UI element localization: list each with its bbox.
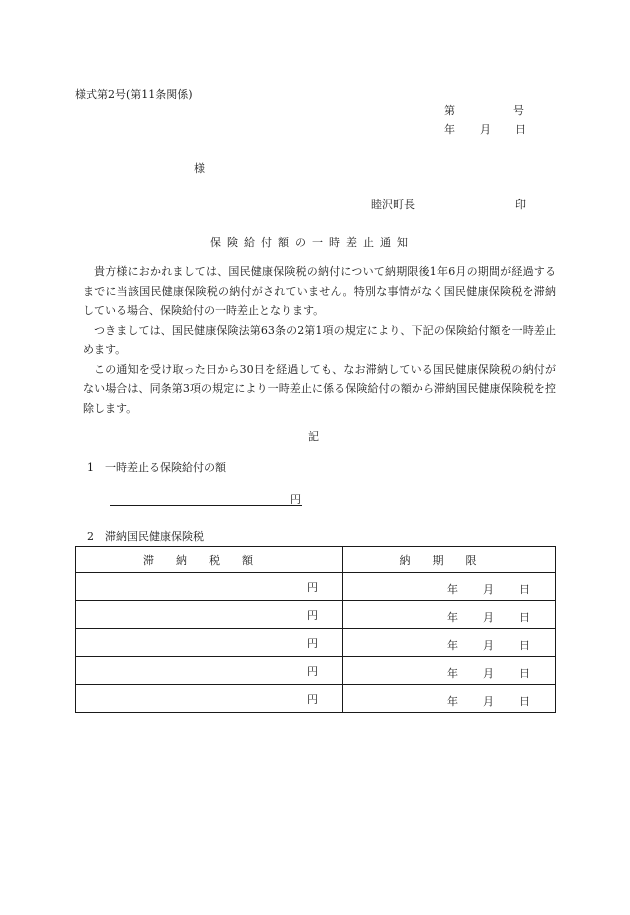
due-year: 年 bbox=[447, 611, 458, 624]
due-year: 年 bbox=[447, 583, 458, 596]
table-row bbox=[76, 685, 556, 713]
due-date-cell bbox=[343, 573, 556, 601]
due-month: 月 bbox=[483, 611, 494, 624]
doc-number-prefix: 第 bbox=[444, 104, 455, 117]
table-row bbox=[76, 601, 556, 629]
form-number: 様式第2号(第11条関係) bbox=[75, 88, 193, 101]
body-paragraph-2: つきましては、国民健康保険法第63条の2第1項の規定により、下記の保険給付額を一時差止めます。 bbox=[83, 323, 556, 356]
due-day: 日 bbox=[519, 667, 530, 680]
table-row bbox=[76, 573, 556, 601]
due-year: 年 bbox=[447, 639, 458, 652]
date-month: 月 bbox=[480, 123, 491, 136]
due-month: 月 bbox=[483, 583, 494, 596]
amount-cell: 円 bbox=[76, 573, 343, 601]
amount-cell: 円 bbox=[76, 685, 343, 713]
due-date-cell bbox=[343, 629, 556, 657]
due-day: 日 bbox=[519, 695, 530, 708]
table-row bbox=[76, 629, 556, 657]
body-paragraph-1: 貴方様におかれましては、国民健康保険税の納付について納期限後1年6月の期間が経過するまでに当該国民健康保険税の納付がされていません。特別な事情がなく国民健康保険税を滞納している場合、保険給付の一時差止となります。 bbox=[83, 265, 556, 317]
table-header-row bbox=[76, 547, 556, 573]
doc-number-suffix: 号 bbox=[513, 104, 524, 117]
body-text bbox=[83, 262, 556, 418]
table-row bbox=[76, 657, 556, 685]
arrears-table bbox=[75, 546, 556, 713]
document-title: 保険給付額の一時差止通知 bbox=[210, 236, 414, 249]
column-header-amount: 滞納税額 bbox=[76, 547, 343, 573]
due-month: 月 bbox=[483, 639, 494, 652]
due-date-cell bbox=[343, 685, 556, 713]
due-date-cell bbox=[343, 601, 556, 629]
due-day: 日 bbox=[519, 639, 530, 652]
due-date-cell bbox=[343, 657, 556, 685]
amount-cell: 円 bbox=[76, 657, 343, 685]
sender-name: 睦沢町長 bbox=[371, 198, 415, 211]
column-header-due-date: 納期限 bbox=[343, 547, 556, 573]
amount-cell: 円 bbox=[76, 601, 343, 629]
amount-underline bbox=[110, 505, 302, 506]
due-month: 月 bbox=[483, 667, 494, 680]
date-day: 日 bbox=[515, 123, 526, 136]
section-1-yen: 円 bbox=[290, 493, 301, 506]
due-month: 月 bbox=[483, 695, 494, 708]
amount-cell: 円 bbox=[76, 629, 343, 657]
addressee-suffix: 様 bbox=[194, 162, 205, 175]
due-year: 年 bbox=[447, 695, 458, 708]
section-1-label: 1 一時差止る保険給付の額 bbox=[87, 461, 226, 474]
ki-heading: 記 bbox=[308, 430, 319, 443]
date-year: 年 bbox=[444, 123, 455, 136]
due-day: 日 bbox=[519, 611, 530, 624]
seal-mark: 印 bbox=[515, 198, 526, 211]
body-paragraph-3: この通知を受け取った日から30日を経過しても、なお滞納している国民健康保険税の納付がない場合は、同条第3項の規定により一時差止に係る保険給付の額から滞納国民健康保険税を控除します。 bbox=[83, 362, 556, 415]
due-day: 日 bbox=[519, 583, 530, 596]
due-year: 年 bbox=[447, 667, 458, 680]
section-2-label: 2 滞納国民健康保険税 bbox=[87, 530, 204, 543]
